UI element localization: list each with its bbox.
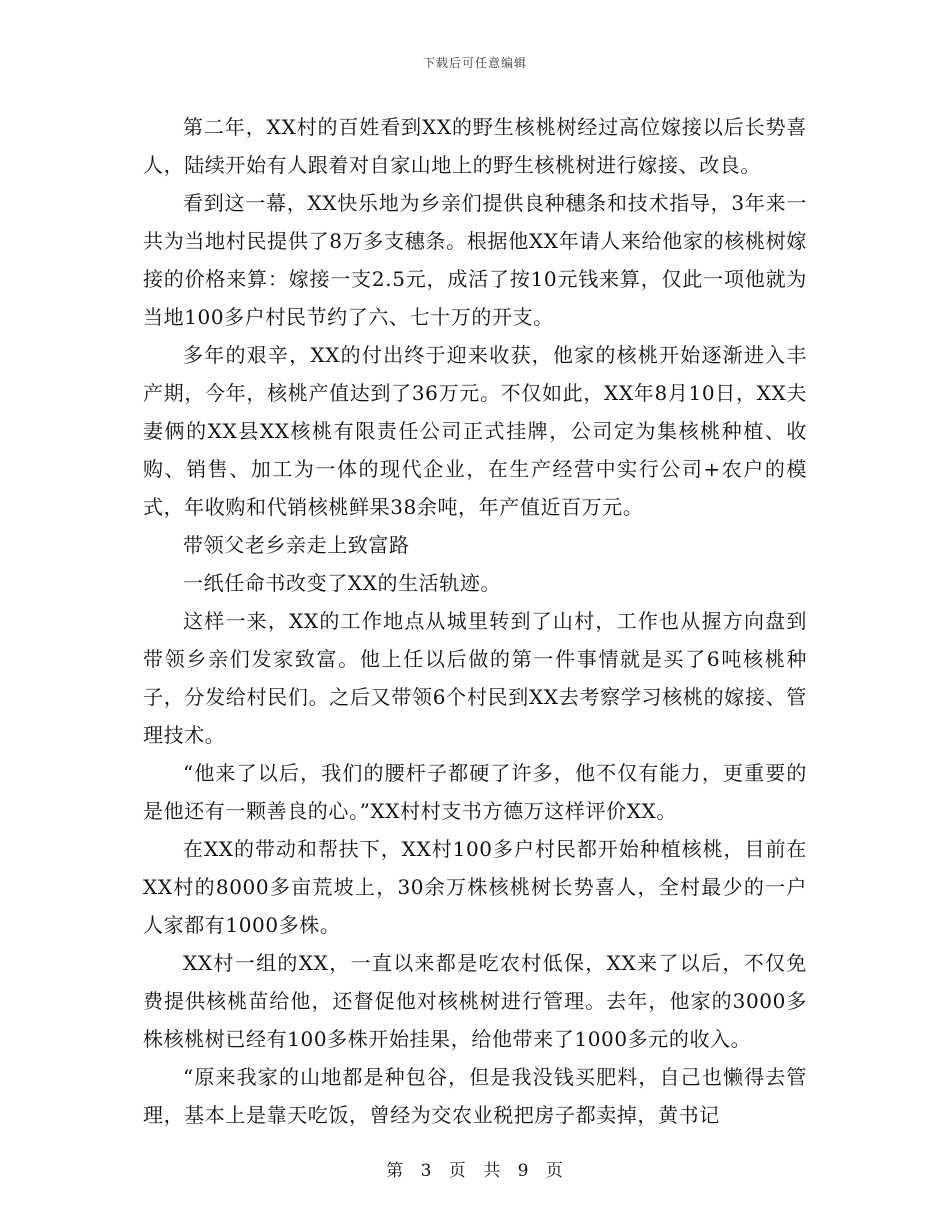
document-body xyxy=(143,108,807,1134)
paragraph: “原来我家的山地都是种包谷，但是我没钱买肥料，自己也懒得去管理，基本上是靠天吃饭，曾经为交农业税把房子都卖掉，黄书记 xyxy=(143,1065,807,1127)
paragraph: 这样一来，XX的工作地点从城里转到了山村，工作也从握方向盘到带领乡亲们发家致富。他上任以后做的第一件事情就是买了6吨核桃种子，分发给村民们。之后又带领6个村民到XX去考察学习核桃的嫁接、管理技术。 xyxy=(143,609,807,747)
paragraph: 看到这一幕，XX快乐地为乡亲们提供良种穗条和技术指导，3年来一共为当地村民提供了8万多支穗条。根据他XX年请人来给他家的核桃树嫁接的价格来算：嫁接一支2.5元，成活了按10元钱来算，仅此一项他就为当地100多户村民节约了六、七十万的开支。 xyxy=(143,191,807,329)
paragraph: XX村一组的XX，一直以来都是吃农村低保，XX来了以后，不仅免费提供核桃苗给他，还督促他对核桃树进行管理。去年，他家的3000多株核桃树已经有100多株开始挂果，给他带来了1000多元的收入。 xyxy=(143,951,807,1051)
paragraph: “他来了以后，我们的腰杆子都硬了许多，他不仅有能力，更重要的是他还有一颗善良的心。”XX村村支书方德万这样评价XX。 xyxy=(143,761,807,823)
footer-total-word: 共 xyxy=(483,1161,502,1181)
section-subheading: 带领父老乡亲走上致富路 xyxy=(183,533,410,557)
footer-suffix: 页 xyxy=(545,1161,564,1181)
current-page-number: 3 xyxy=(420,1161,433,1181)
paragraph: 在XX的带动和帮扶下，XX村100多户村民都开始种植核桃，目前在XX村的8000多亩荒坡上，30余万株核桃树长势喜人，全村最少的一户人家都有1000多株。 xyxy=(143,837,807,937)
page-footer xyxy=(0,1156,950,1181)
footer-prefix: 第 xyxy=(386,1161,405,1181)
total-pages-number: 9 xyxy=(517,1161,530,1181)
paragraph: 一纸任命书改变了XX的生活轨迹。 xyxy=(183,571,502,595)
footer-page-word: 页 xyxy=(448,1161,467,1181)
header-note: 下载后可任意编辑 xyxy=(422,56,527,70)
paragraph: 多年的艰辛，XX的付出终于迎来收获，他家的核桃开始逐渐进入丰产期，今年，核桃产值达到了36万元。不仅如此，XX年8月10日，XX夫妻俩的XX县XX核桃有限责任公司正式挂牌，公司定为集核桃种植、收购、销售、加工为一体的现代企业，在生产经营中实行公司+农户的模式，年收购和代销核桃鲜果38余吨，年产值近百万元。 xyxy=(143,343,807,519)
paragraph: 第二年，XX村的百姓看到XX的野生核桃树经过高位嫁接以后长势喜人，陆续开始有人跟着对自家山地上的野生核桃树进行嫁接、改良。 xyxy=(143,115,807,177)
